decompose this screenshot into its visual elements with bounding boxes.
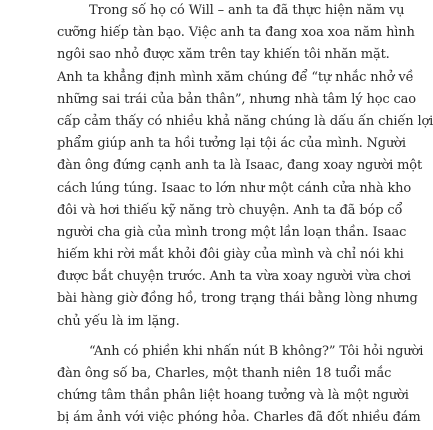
text-line: Anh ta khẳng định mình xăm chúng để “tự nhắc nhở về [57, 69, 414, 85]
text-line: bị ám ảnh với việc phóng hỏa. Charles đã đốt nhiều đám [57, 410, 421, 426]
text-line: hiếm khi rời mắt khỏi đôi giày của mình và chỉ nói khi [57, 247, 404, 263]
paragraph-spacer [57, 333, 367, 341]
text-line: đàn ông số ba, Charles, một thanh niên 18 tuổi mắc [57, 366, 392, 381]
text-line: bài hàng giờ đồng hồ, trong trạng thái bằng lòng nhưng [57, 291, 418, 307]
text-line: cưỡng hiếp tàn bạo. Việc anh ta đang xoa xoa năm hình [57, 25, 415, 41]
text-line: Trong số họ có Will – anh ta đã thực hiện năm vụ [89, 3, 405, 18]
text-line: những sai trái của bản thân”, nhưng nhà tâm lý học cao [57, 91, 416, 107]
text-line: cấp cảm thấy có nhiều khả năng chúng là dấu ấn chiến lợi [57, 113, 433, 129]
text-line: chủ yếu là im lặng. [57, 313, 180, 329]
paragraph [57, 0, 433, 333]
text-line: đôi và hơi thiếu kỹ năng trò chuyện. Anh ta đã bóp cổ [57, 202, 403, 218]
text-line: chứng tâm thần phân liệt hoang tưởng và là một người [57, 388, 409, 404]
text-line: phẩm giúp anh ta hồi tưởng lại tội ác của mình. Người [57, 136, 406, 152]
text-line: “Anh có phiền khi nhấn nút B không?” Tôi hỏi người [89, 343, 424, 359]
text-line: được bắt chuyện trước. Anh ta vừa xoay người vừa chơi [57, 269, 411, 285]
text-line: đàn ông đứng cạnh anh ta là Isaac, đang xoay người một [57, 158, 423, 174]
body-text [57, 0, 433, 430]
text-line: ngôi sao nhỏ được xăm trên tay khiến tôi nhăn mặt. [57, 47, 390, 63]
paragraph [57, 341, 424, 430]
text-line: cách lúng túng. Isaac to lớn như một cánh cửa nhà kho [57, 180, 412, 196]
text-line: người cha già của mình trong một lần loạn thần. Isaac [57, 224, 407, 240]
